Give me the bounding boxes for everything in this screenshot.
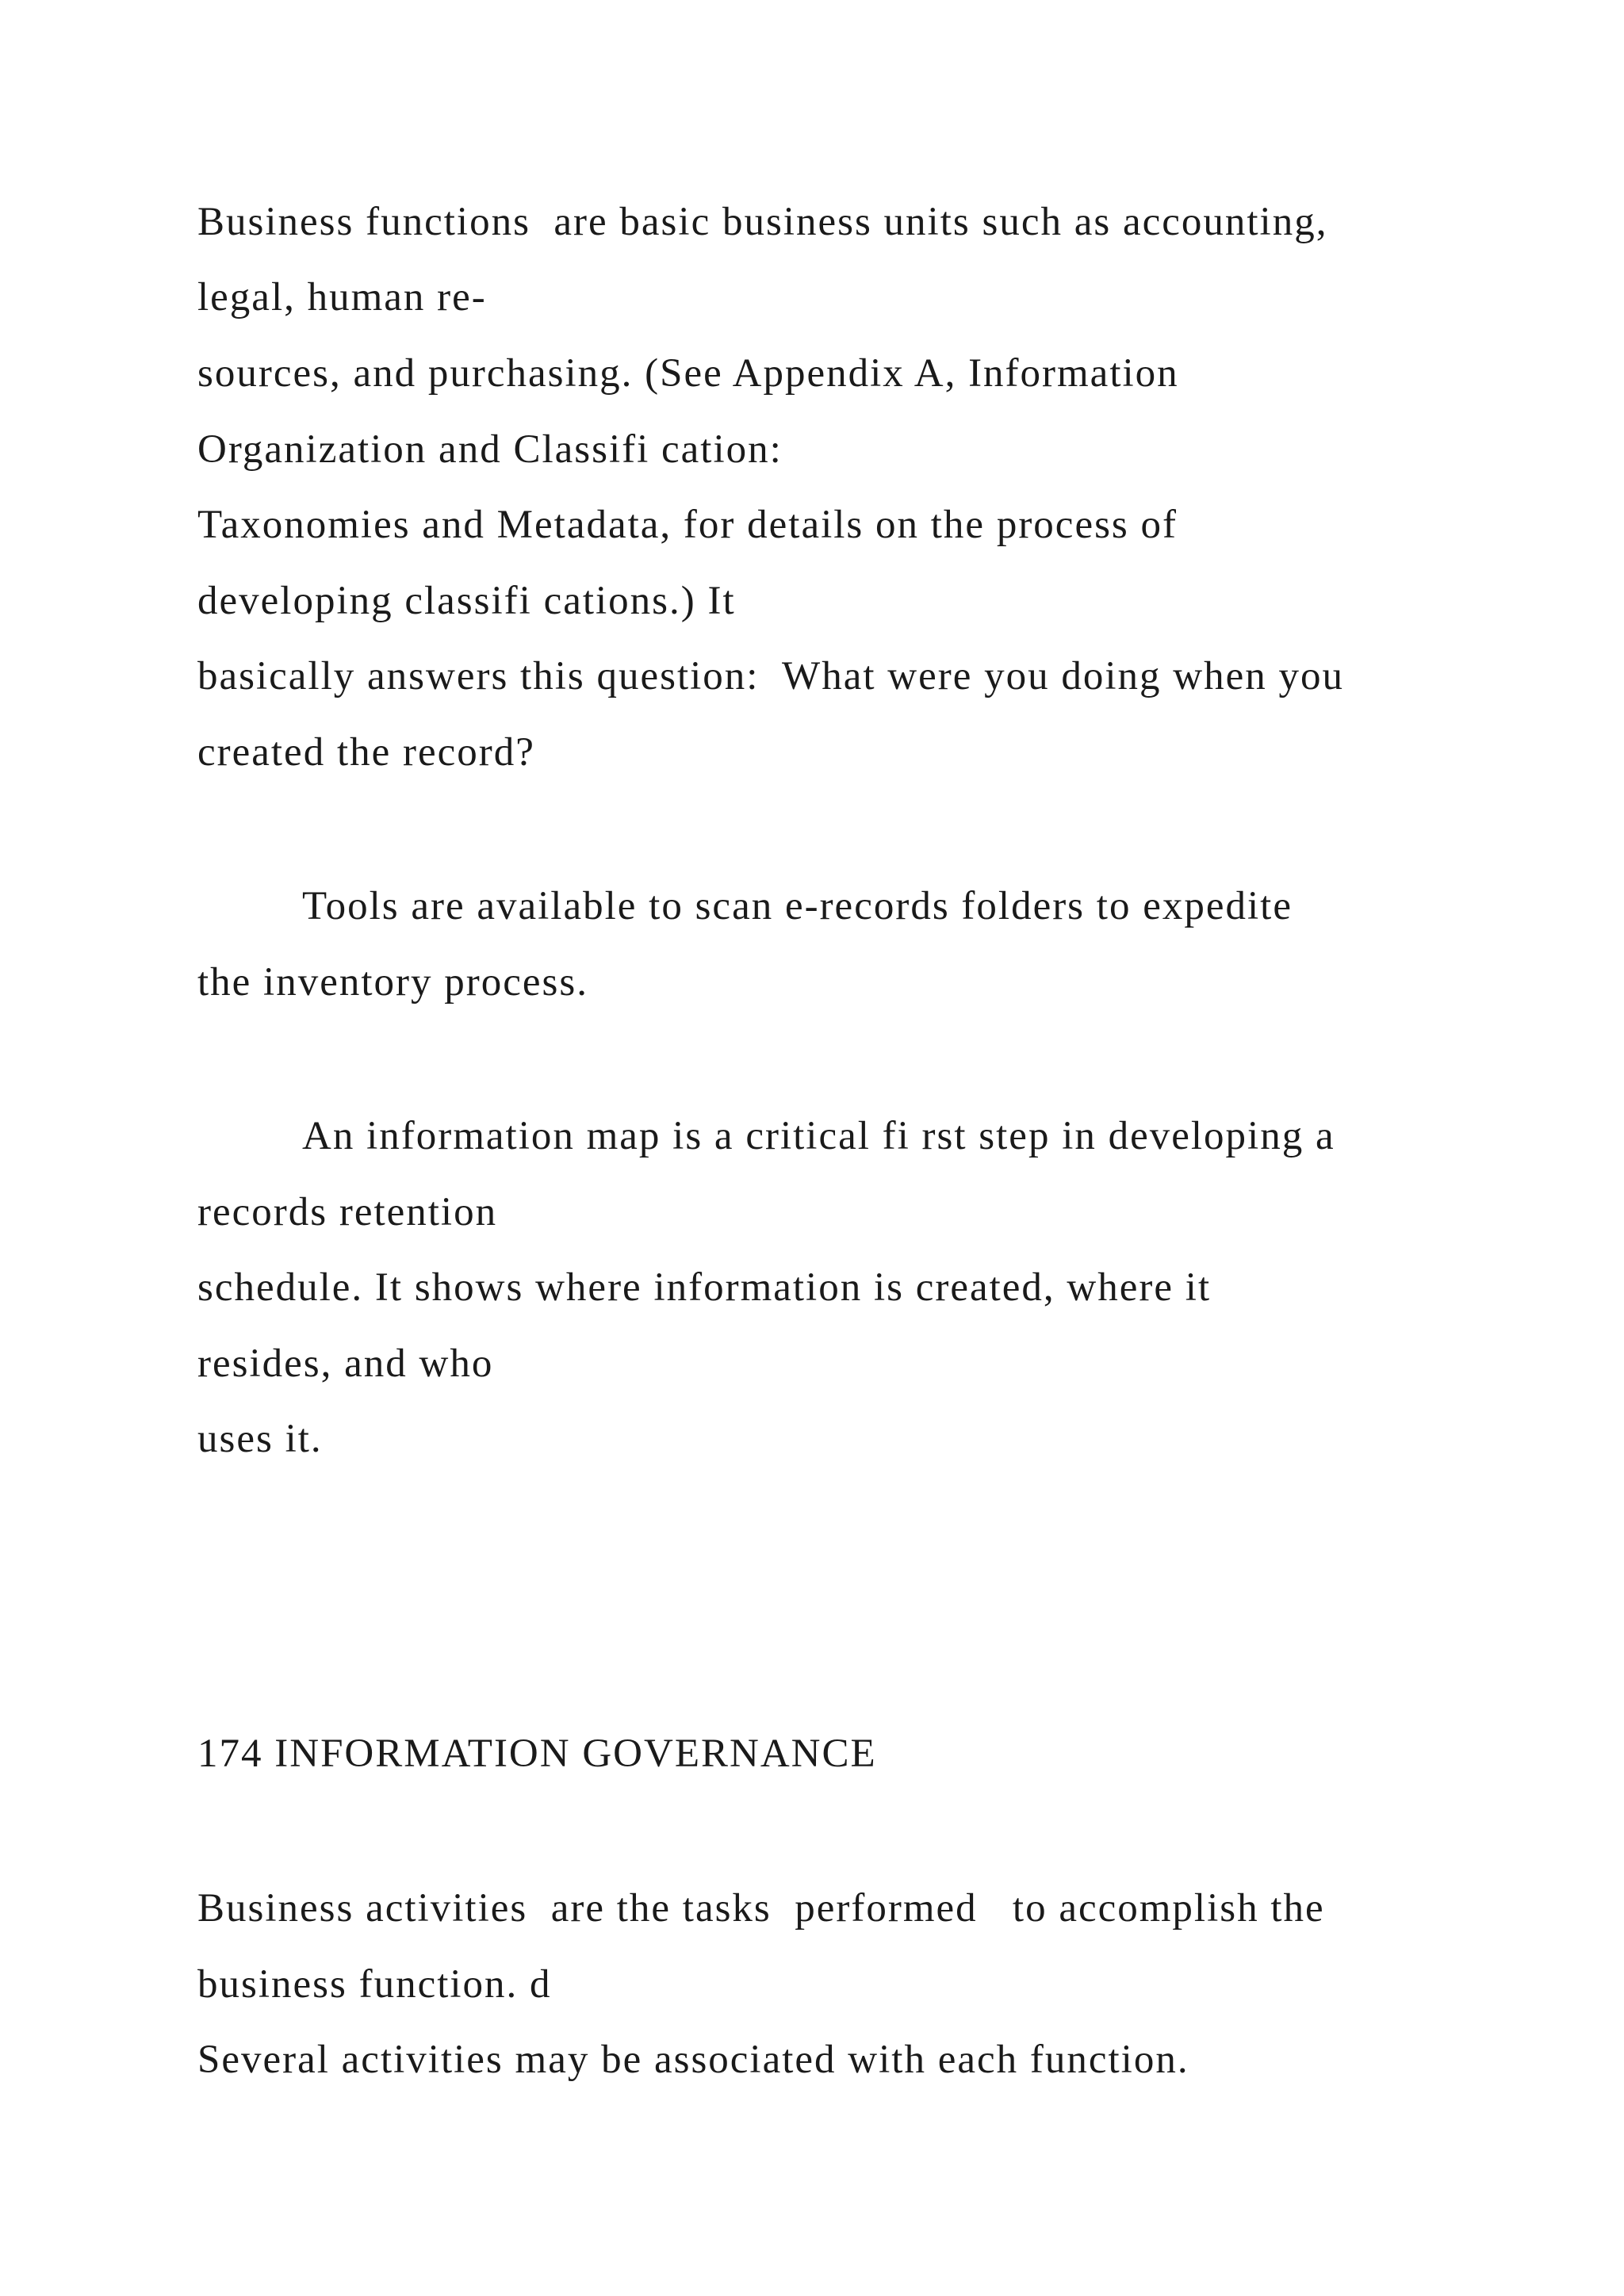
paragraph-1-line-3: sources, and purchasing. (See Appendix A, Information [197,351,1179,396]
paragraph-4-line-1: Business activities are the tasks performed to accomplish the [197,1886,1325,1931]
paragraph-3-line-3: schedule. It shows where information is created, where it [197,1265,1212,1310]
paragraph-1-line-1: Business functions are basic business units such as accounting, [197,200,1328,244]
paragraph-3-line-4: resides, and who [197,1341,494,1386]
paragraph-4-line-2: business function. d [197,1962,552,2007]
paragraph-1-line-6: developing classifi cations.) It [197,579,736,623]
running-header: 174 INFORMATION GOVERNANCE [197,1732,877,1776]
paragraph-2-line-1: Tools are available to scan e-records folders to expedite [302,884,1293,928]
paragraph-1-line-7: basically answers this question: What were you doing when you [197,654,1344,698]
paragraph-1-line-8: created the record? [197,730,535,775]
paragraph-1-line-2: legal, human re- [197,275,487,320]
paragraph-3-line-2: records retention [197,1190,498,1234]
paragraph-1-line-5: Taxonomies and Metadata, for details on the process of [197,503,1178,547]
paragraph-4-line-3: Several activities may be associated with each function. [197,2038,1189,2082]
paragraph-3-line-5: uses it. [197,1417,323,1461]
paragraph-3-line-1: An information map is a critical fi rst step in developing a [302,1114,1335,1158]
paragraph-2-line-2: the inventory process. [197,960,588,1004]
paragraph-1-line-4: Organization and Classifi cation: [197,427,783,472]
